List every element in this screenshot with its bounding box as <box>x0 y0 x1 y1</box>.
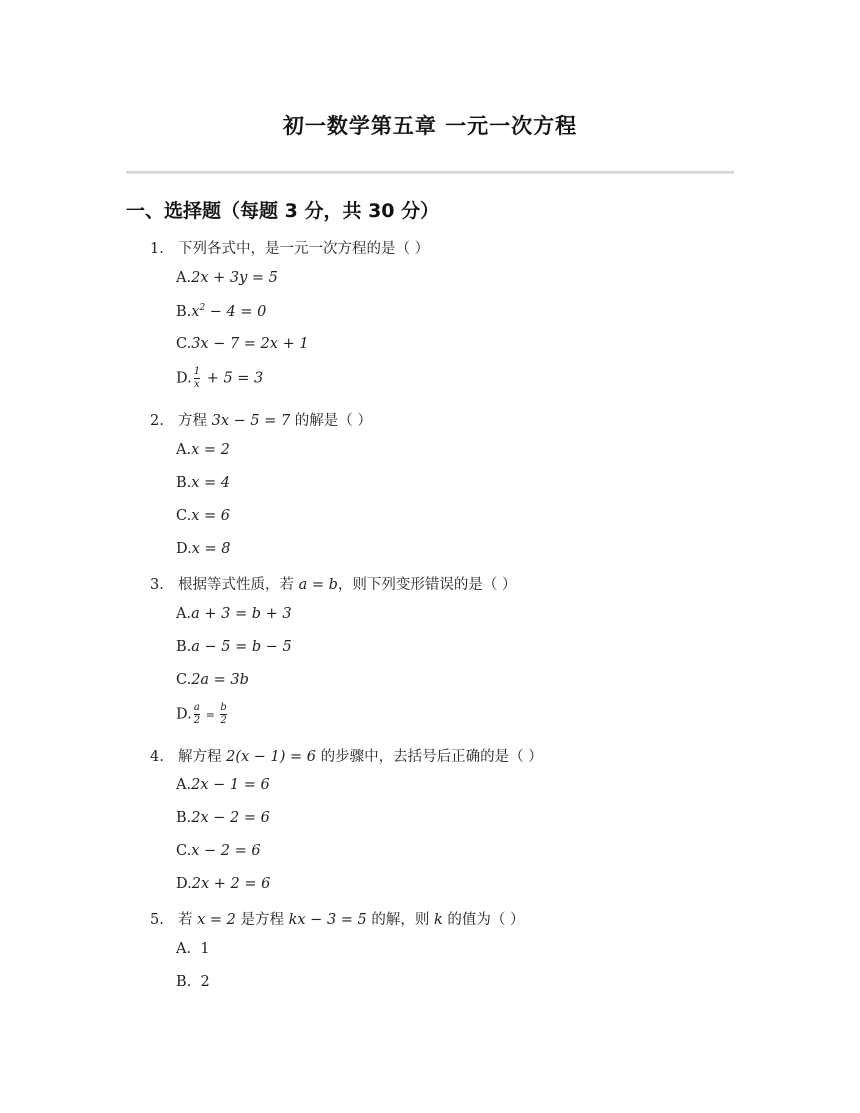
option-label: C. <box>176 508 192 524</box>
fraction-denominator: 2 <box>220 715 227 726</box>
option-label: C. <box>176 843 192 859</box>
question-number: 3. <box>150 577 164 593</box>
option-math: x = 4 <box>191 475 231 491</box>
q3-option-d <box>176 702 229 727</box>
question-stem-math: 2(x − 1) = 6 <box>226 749 317 765</box>
fraction <box>194 702 200 727</box>
q2-option-c <box>176 508 230 524</box>
question-2 <box>150 409 372 430</box>
option-math: 2x + 3y = 5 <box>191 270 278 286</box>
option-math-rest: + 5 = 3 <box>202 370 264 387</box>
option-math-exponent: 2 <box>199 303 206 313</box>
option-label: A. <box>176 941 192 957</box>
question-stem-pre: 方程 <box>178 413 212 429</box>
option-label: D. <box>176 876 192 892</box>
question-stem-post: 的步骤中，去括号后正确的是（ ） <box>316 749 543 765</box>
option-label: D. <box>176 541 192 557</box>
question-stem-pre: 解方程 <box>178 749 227 765</box>
title-divider <box>126 171 734 174</box>
question-1 <box>150 237 429 258</box>
question-stem-pre: 若 <box>178 912 198 928</box>
option-text: 1 <box>200 941 210 957</box>
option-label: B. <box>176 810 192 826</box>
option-math: 2x + 2 = 6 <box>191 876 271 892</box>
question-number: 5. <box>150 912 164 928</box>
option-label: C. <box>176 672 192 688</box>
fraction-numerator: b <box>220 702 227 713</box>
question-stem-math: 3x − 5 = 7 <box>211 413 291 429</box>
option-label: B. <box>176 303 192 320</box>
option-math: x − 2 = 6 <box>191 843 261 859</box>
fraction <box>220 702 226 727</box>
option-label: A. <box>176 606 192 622</box>
question-stem-post: 的解是（ ） <box>290 413 372 429</box>
option-label: A. <box>176 777 192 793</box>
option-label: B. <box>176 639 192 655</box>
q5-option-a <box>176 941 210 957</box>
option-label: D. <box>176 370 192 387</box>
question-stem-mid: 是方程 <box>235 912 289 928</box>
option-math: x = 8 <box>191 541 231 557</box>
section-heading: 一、选择题（每题 3 分，共 30 分） <box>126 200 440 222</box>
option-math: x = 2 <box>191 442 230 458</box>
option-text: 2 <box>200 974 210 990</box>
fraction-numerator: 1 <box>193 366 201 377</box>
question-stem-math: a = b <box>298 577 338 593</box>
option-math-equals: = <box>202 708 219 722</box>
option-label: A. <box>176 442 192 458</box>
question-stem-post: ，则下列变形错误的是（ ） <box>337 577 517 593</box>
q1-option-d <box>176 366 263 391</box>
q4-option-d <box>176 876 270 892</box>
option-math: 3x − 7 = 2x + 1 <box>191 336 309 352</box>
question-stem: 下列各式中，是一元一次方程的是（ ） <box>178 241 430 257</box>
option-label: D. <box>176 706 192 723</box>
q2-option-a <box>176 442 230 458</box>
option-math-base: x <box>191 303 200 320</box>
question-stem-pre: 根据等式性质，若 <box>178 577 299 593</box>
q2-option-d <box>176 541 231 557</box>
q3-option-b <box>176 639 292 655</box>
q1-option-c <box>176 336 309 352</box>
q3-option-a <box>176 606 292 622</box>
q2-option-b <box>176 475 230 491</box>
fraction-denominator: 2 <box>193 715 201 726</box>
option-math: a + 3 = b + 3 <box>191 606 292 622</box>
fraction-denominator: x <box>194 379 200 390</box>
page-title: 初一数学第五章 一元一次方程 <box>282 114 578 138</box>
question-stem-mid-2: 的解，则 <box>366 912 434 928</box>
question-stem-math-2: kx − 3 = 5 <box>288 912 367 928</box>
option-label: C. <box>176 336 192 352</box>
question-5 <box>150 908 525 929</box>
q1-option-a <box>176 270 278 286</box>
q5-option-b <box>176 974 210 990</box>
option-math: x = 6 <box>191 508 230 524</box>
question-stem-math: x = 2 <box>197 912 236 928</box>
question-3 <box>150 573 517 594</box>
q4-option-c <box>176 843 261 859</box>
question-number: 1. <box>150 241 164 257</box>
option-math: 2a = 3b <box>191 672 249 688</box>
option-math: a − 5 = b − 5 <box>191 639 292 655</box>
q1-option-b <box>176 303 266 320</box>
option-label: A. <box>176 270 192 286</box>
option-math: 2x − 2 = 6 <box>191 810 270 826</box>
option-label: B. <box>176 974 192 990</box>
question-stem-math-3: k <box>433 912 443 928</box>
option-label: B. <box>176 475 192 491</box>
q4-option-a <box>176 777 270 793</box>
q3-option-c <box>176 672 249 688</box>
option-math: 2x − 1 = 6 <box>191 777 270 793</box>
question-stem-post: 的值为（ ） <box>442 912 525 928</box>
q4-option-b <box>176 810 270 826</box>
question-number: 4. <box>150 749 164 765</box>
fraction <box>194 366 200 391</box>
option-math-rest: − 4 = 0 <box>205 303 267 320</box>
fraction-numerator: a <box>193 702 200 713</box>
question-number: 2. <box>150 413 164 429</box>
question-4 <box>150 745 543 766</box>
